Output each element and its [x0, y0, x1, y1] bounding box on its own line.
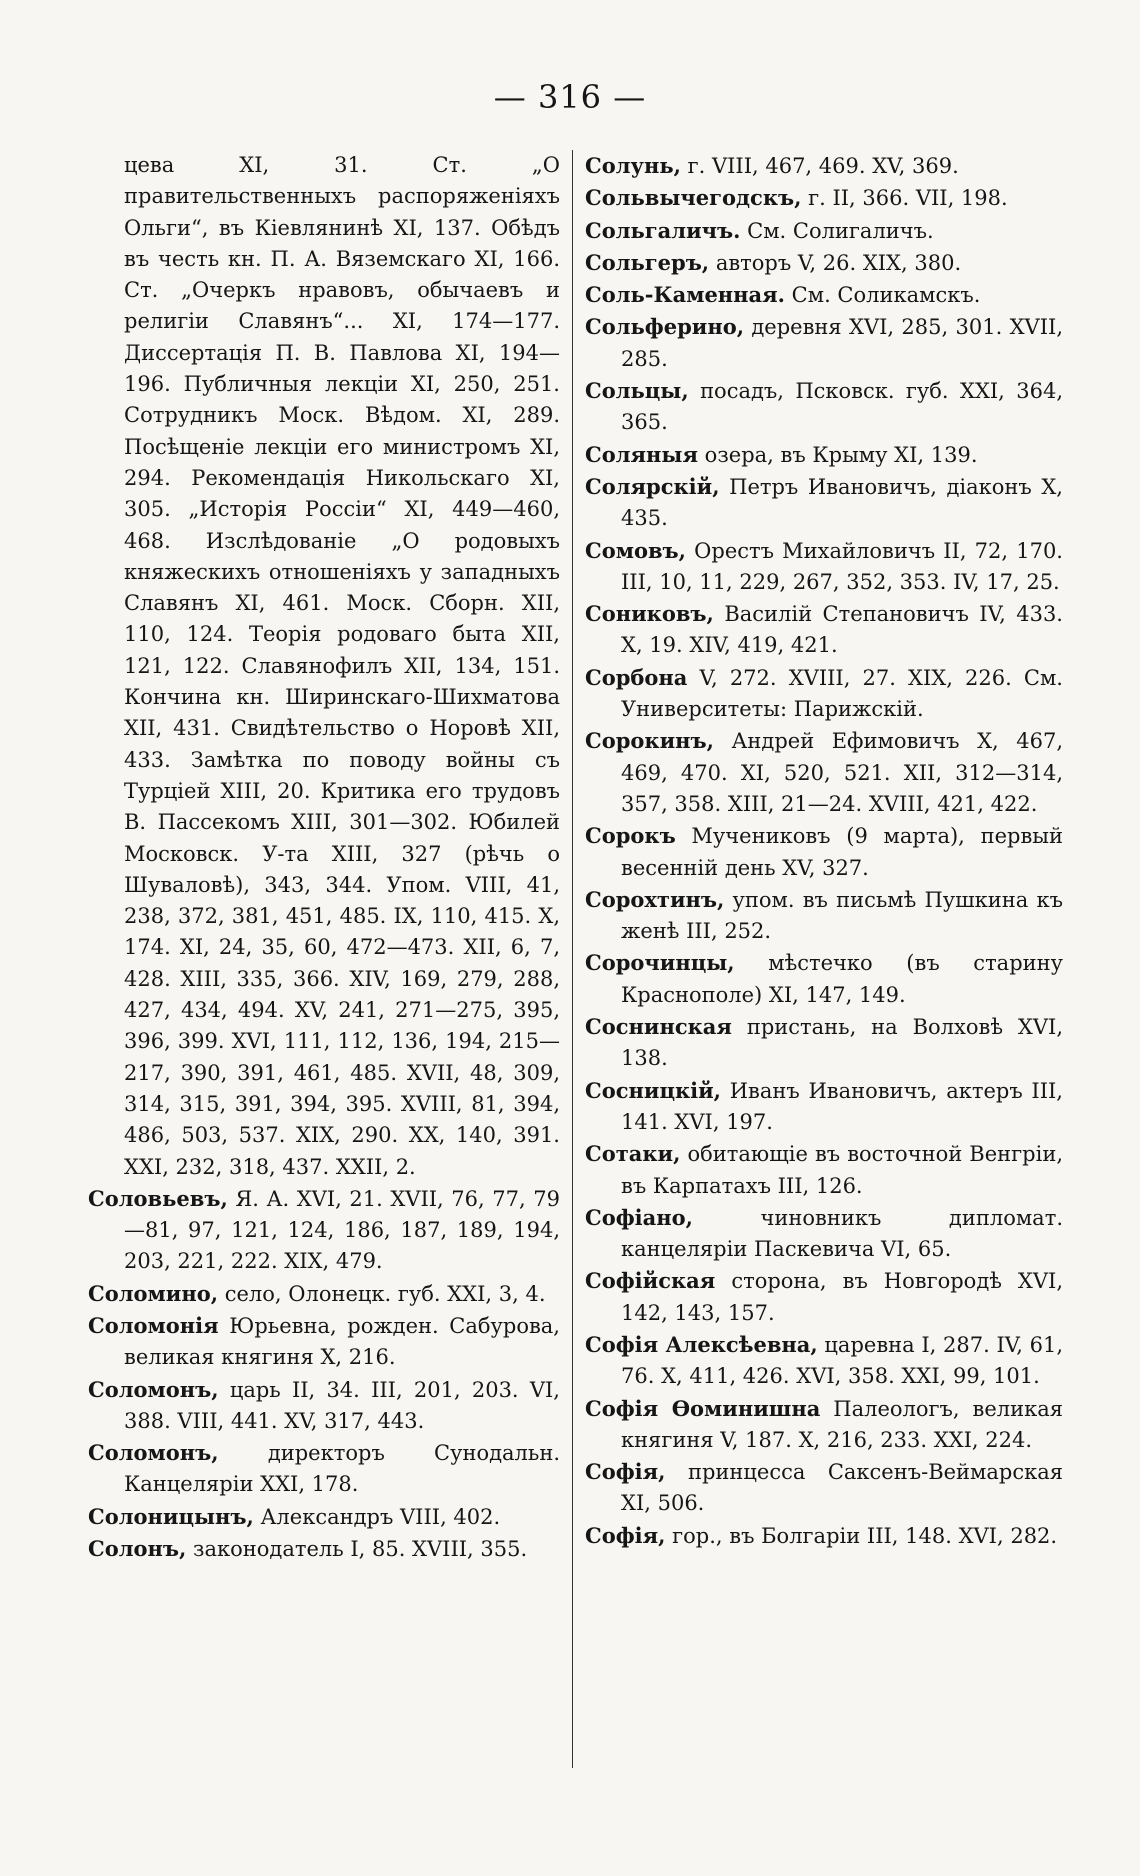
entry-text: мѣстечко (въ старину Краснополе) XI, 147, 149. [621, 951, 1063, 1007]
entry-text: Мучениковъ (9 марта), первый весенній день XV, 327. [621, 824, 1063, 880]
entry-text: авторъ V, 26. XIX, 380. [715, 250, 962, 275]
entry-headword: Солонъ, [88, 1536, 187, 1562]
index-entry [585, 662, 1063, 726]
entry-text: принцесса Саксенъ-Веймарская XI, 506. [621, 1460, 1063, 1516]
index-entry-continuation: цева XI, 31. Ст. „О правительственныхъ распоряженіяхъ Ольги“, въ Кіевлянинѣ XI, 137. Обѣдъ въ честь кн. П. А. Вяземскаго XI, 166. Ст. „Очеркъ нравовъ, обычаевъ и религіи Славянъ“... XI, 174—177. Диссертація П. В. Павлова XI, 194—196. Публичныя лекціи XI, 250, 251. Сотрудникъ Моск. Вѣдом. XI, 289. Посѣщеніе лекціи его министромъ XI, 294. Рекомендація Никольскаго XI, 305. „Исторія Россіи“ XI, 449—460, 468. Изслѣдованіе „О родовыхъ княжескихъ отношеніяхъ у западныхъ Славянъ XI, 461. Моск. Сборн. XII, 110, 124. Теорія родоваго быта XII, 121, 122. Славянофилъ XII, 134, 151. Кончина кн. Ширинскаго-Шихматова XII, 431. Свидѣтельство о Норовѣ XII, 433. Замѣтка по поводу войны съ Турціей XIII, 20. Критика его трудовъ В. Пассекомъ XIII, 301—302. Юбилей Московск. У-та XIII, 327 (рѣчь о Шуваловѣ), 343, 344. Упом. VIII, 41, 238, 372, 381, 451, 485. IX, 110, 415. X, 174. XI, 24, 35, 60, 472—473. XII, 6, 7, 428. XIII, 335, 366. XIV, 169, 279, 288, 427, 434, 494. XV, 241, 271—275, 395, 396, 399. XVI, 111, 112, 136, 194, 215—217, 390, 391, 461, 485. XVII, 48, 309, 314, 315, 391, 394, 395. XVIII, 81, 394, 486, 503, 537. XIX, 290. XX, 140, 391. XXI, 232, 318, 437. XXII, 2. [124, 153, 560, 1179]
entry-headword: Соломино, [88, 1280, 219, 1306]
index-entry [585, 1265, 1063, 1329]
entry-headword: Сольцы, [585, 378, 689, 404]
page-number: — 316 — [493, 78, 647, 116]
entry-headword: Софія, [585, 1522, 666, 1548]
entry-text: царевна I, 287. IV, 61, 76. X, 411, 426. XVI, 358. XXI, 99, 101. [621, 1332, 1064, 1389]
entry-headword: Софія Алексѣевна, [585, 1331, 818, 1357]
entry-text: озера, въ Крыму XI, 139. [704, 442, 978, 467]
entry-text: Орестъ Михайловичъ II, 72, 170. III, 10, 11, 229, 267, 352, 353. IV, 17, 25. [621, 538, 1063, 594]
entry-text: г. II, 366. VII, 198. [808, 186, 1008, 211]
entry-text: посадъ, Псковск. губ. XXI, 364, 365. [621, 379, 1063, 435]
entry-headword: Соляныя [585, 441, 698, 467]
entry-headword: Соснинская [585, 1014, 732, 1040]
entry-headword: Сольферино, [585, 314, 745, 340]
entry-text: упом. въ письмѣ Пушкина къ женѣ III, 252. [621, 887, 1063, 944]
entry-text: г. VIII, 467, 469. XV, 369. [687, 154, 959, 178]
entry-text: царь II, 34. III, 201, 203. VI, 388. VIII, 441. XV, 317, 443. [124, 1377, 560, 1433]
index-entry [585, 439, 1063, 471]
index-entry [585, 884, 1063, 948]
entry-text: Петръ Ивановичъ, діаконъ X, 435. [621, 474, 1063, 531]
entry-headword: Соломонъ, [88, 1376, 219, 1402]
entry-text: обитающіе въ восточной Венгріи, въ Карпатахъ III, 126. [621, 1142, 1063, 1198]
index-entry [585, 1520, 1063, 1552]
entry-text: гор., въ Болгаріи III, 148. XVI, 282. [672, 1523, 1058, 1548]
entry-headword: Сотаки, [585, 1141, 681, 1167]
index-entry [88, 1278, 560, 1310]
index-entry [585, 150, 1063, 182]
entry-headword: Сомовъ, [585, 537, 686, 563]
entry-text: Палеологъ, великая княгиня V, 187. X, 216, 233. XXI, 224. [621, 1396, 1063, 1452]
right-column [585, 150, 1063, 1552]
entry-text: Я. А. XVI, 21. XVII, 76, 77, 79—81, 97, 121, 124, 186, 187, 189, 194, 203, 221, 222. XIX, 479. [124, 1186, 560, 1274]
index-entry [88, 1374, 560, 1438]
entry-headword: Софіано, [585, 1204, 693, 1230]
entry-headword: Сониковъ, [585, 601, 714, 627]
entry-headword: Соль-Каменная. [585, 282, 785, 308]
entry-headword: Сольвычегодскъ, [585, 185, 802, 211]
index-entry [585, 215, 1063, 247]
entry-headword: Соломонъ, [88, 1440, 219, 1466]
index-entry [585, 820, 1063, 884]
index-entry [585, 182, 1063, 214]
entry-headword: Сорокинъ, [585, 728, 714, 754]
entry-headword: Солунь, [585, 153, 681, 178]
entry-text: директоръ Сунодальн. Канцеляріи XXI, 178. [124, 1441, 560, 1497]
index-entry [88, 1310, 560, 1374]
index-entry [585, 247, 1063, 279]
entry-headword: Сорохтинъ, [585, 886, 725, 912]
entry-headword: Сольгеръ, [585, 249, 710, 275]
entry-headword: Соловьевъ, [88, 1185, 228, 1211]
entry-headword: Сольгаличъ. [585, 217, 741, 243]
index-entry [88, 1501, 560, 1533]
entry-text: Андрей Ефимовичъ X, 467, 469, 470. XI, 520, 521. XII, 312—314, 357, 358. XIII, 21—24. XVIII, 421, 422. [621, 729, 1063, 816]
index-entry [585, 598, 1063, 662]
index-entry [585, 1202, 1063, 1266]
entry-headword: Сосницкій, [585, 1077, 721, 1103]
entry-text: Иванъ Ивановичъ, актеръ III, 141. XVI, 197. [621, 1078, 1063, 1134]
index-entry [88, 1533, 560, 1565]
entry-headword: Соломонія [88, 1312, 219, 1338]
entry-text: пристань, на Волховѣ XVI, 138. [621, 1015, 1063, 1071]
index-entry [585, 311, 1063, 375]
entry-text: село, Олонецк. губ. XXI, 3, 4. [224, 1281, 546, 1306]
entry-headword: Солоницынъ, [88, 1503, 254, 1529]
entry-headword: Сорбона [585, 664, 688, 690]
entry-text: См. Соликамскъ. [791, 283, 981, 308]
entry-text: Василій Степановичъ IV, 433. X, 19. XIV, 419, 421. [621, 602, 1063, 658]
entry-text: деревня XVI, 285, 301. XVII, 285. [621, 315, 1063, 371]
entry-headword: Солярскій, [585, 473, 720, 499]
entry-headword: Софія Ѳоминишна [585, 1395, 821, 1421]
entry-headword: Софія, [585, 1459, 666, 1485]
index-entry [585, 1011, 1063, 1075]
index-entry [88, 1437, 560, 1501]
entry-text: V, 272. XVIII, 27. XIX, 226. См. Университеты: Парижскій. [621, 665, 1063, 722]
index-entry [585, 1138, 1063, 1202]
entry-text: чиновникъ дипломат. канцеляріи Паскевича VI, 65. [621, 1205, 1063, 1262]
index-entry [585, 1075, 1063, 1139]
entry-headword: Софійская [585, 1268, 716, 1294]
entry-text: сторона, въ Новгородѣ XVI, 142, 143, 157. [621, 1269, 1063, 1325]
column-divider [572, 150, 573, 1768]
entry-text: См. Солигаличъ. [747, 218, 934, 243]
left-column [88, 150, 560, 1565]
entry-text: Александръ VIII, 402. [260, 1504, 501, 1529]
index-entry [585, 471, 1063, 535]
index-entry [585, 279, 1063, 311]
entry-text: Юрьевна, рожден. Сабурова, великая княгиня X, 216. [124, 1313, 560, 1370]
index-entry [585, 535, 1063, 599]
entry-headword: Сорочинцы, [585, 950, 735, 976]
index-entry [585, 1456, 1063, 1520]
index-entry [88, 1183, 560, 1278]
entry-headword: Сорокъ [585, 823, 676, 849]
index-entry [585, 1329, 1063, 1393]
index-entry [585, 725, 1063, 820]
index-entry [585, 1393, 1063, 1457]
entry-text: законодатель I, 85. XVIII, 355. [193, 1537, 528, 1562]
index-entry [585, 375, 1063, 439]
index-entry [585, 947, 1063, 1011]
